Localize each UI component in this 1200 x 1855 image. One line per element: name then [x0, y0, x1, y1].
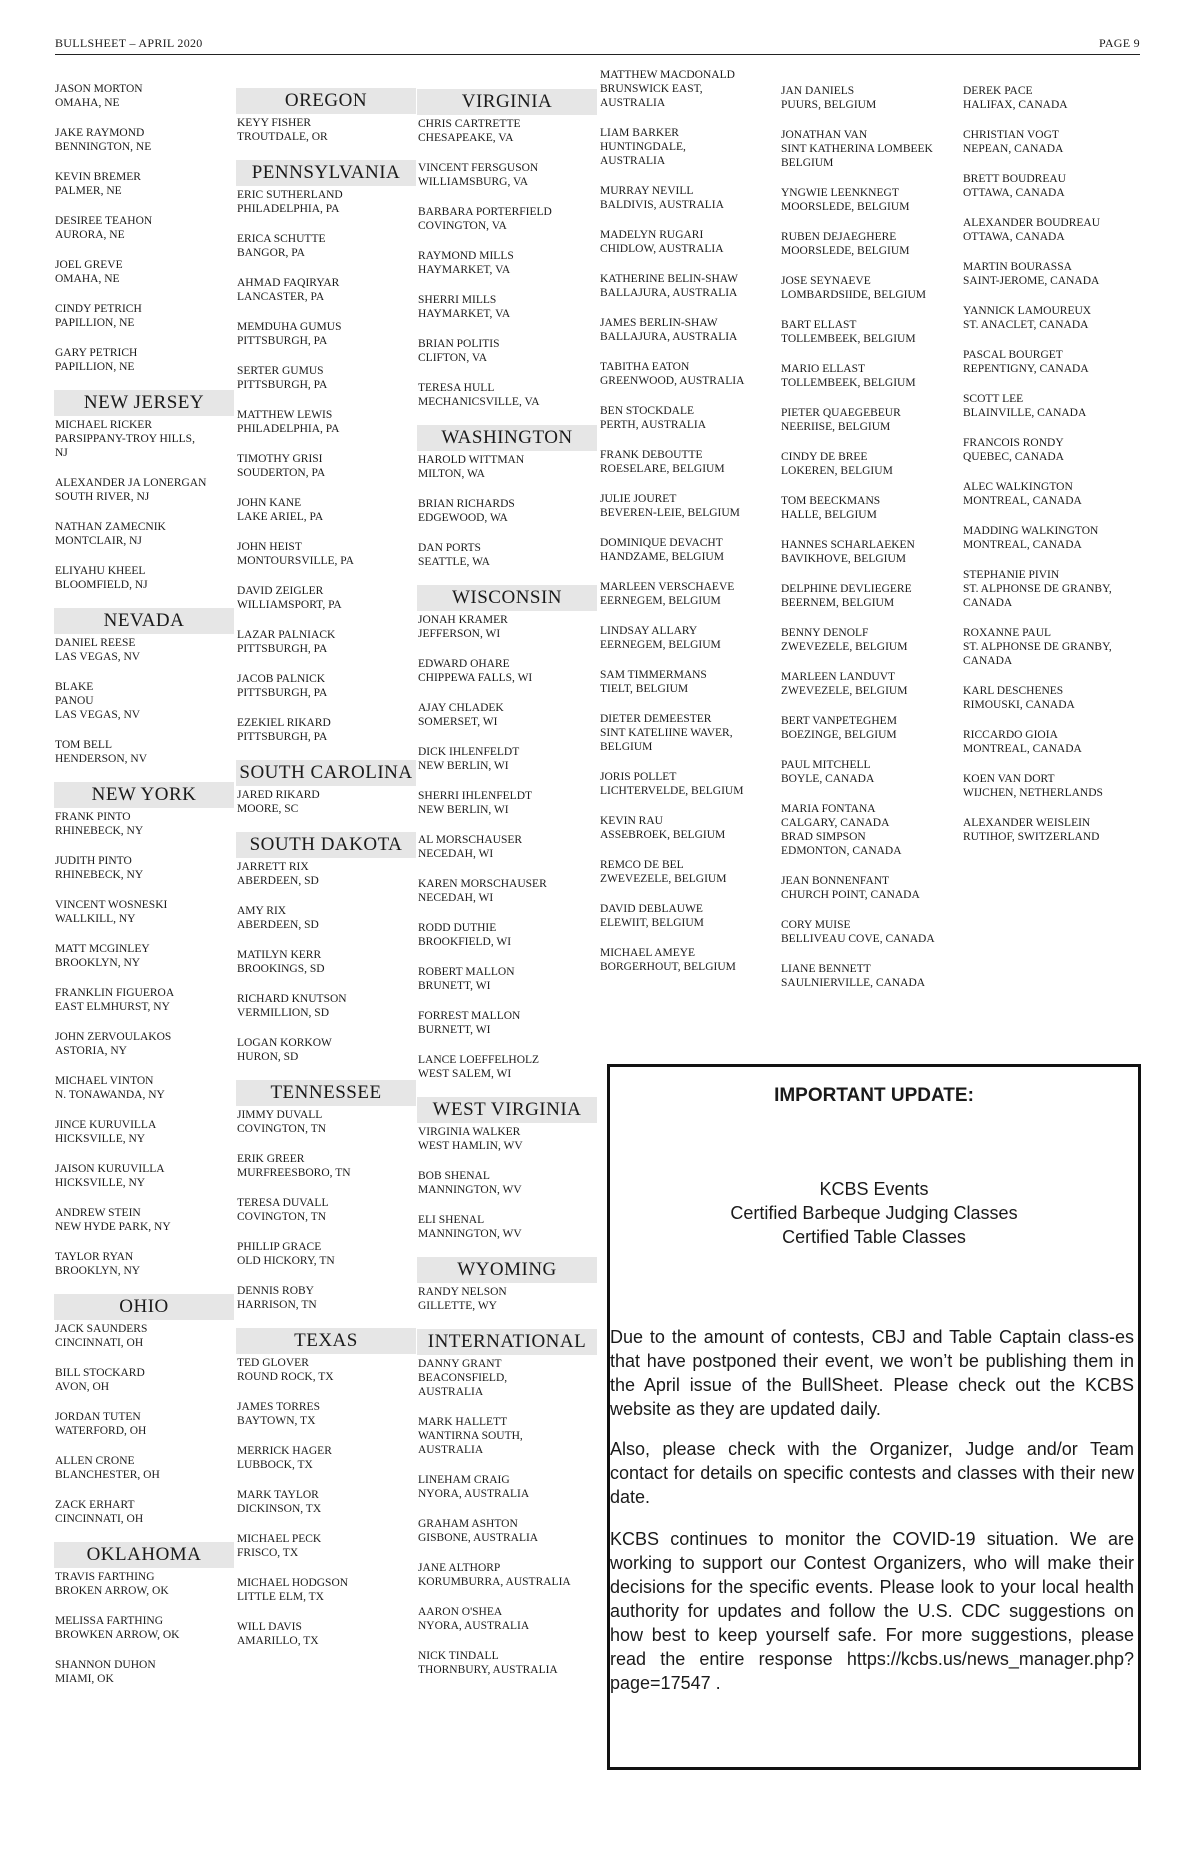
judge-entry: JONATHAN VAN SINT KATHERINA LOMBEEK BELGIUM — [781, 129, 933, 169]
judge-entry: KEVIN BREMER PALMER, NE — [55, 171, 141, 197]
judge-entry: DAVID DEBLAUWE ELEWIIT, BELGIUM — [600, 903, 704, 929]
judge-entry: STEPHANIE PIVIN ST. ALPHONSE DE GRANBY, CANADA — [963, 569, 1112, 609]
judge-entry: ELI SHENAL MANNINGTON, WV — [418, 1214, 522, 1240]
state-heading: SOUTH CAROLINA — [236, 760, 416, 786]
judge-entry: RODD DUTHIE BROOKFIELD, WI — [418, 922, 512, 948]
state-section — [55, 608, 233, 766]
judge-entry: BLAKE PANOU LAS VEGAS, NV — [55, 681, 141, 721]
judge-entry: FRANKLIN FIGUEROA EAST ELMHURST, NY — [55, 987, 175, 1013]
judge-entry: FRANK DEBOUTTE ROESELARE, BELGIUM — [600, 449, 725, 475]
judge-entry: LINDSAY ALLARY EERNEGEM, BELGIUM — [600, 625, 721, 651]
judge-entry: CINDY PETRICH PAPILLION, NE — [55, 303, 142, 329]
judge-entry: JARED RIKARD MOORE, SC — [237, 789, 320, 815]
judge-entry: MICHAEL AMEYE BORGERHOUT, BELGIUM — [600, 947, 736, 973]
judge-entry: BRIAN RICHARDS EDGEWOOD, WA — [418, 498, 515, 524]
judge-entry: PHILLIP GRACE OLD HICKORY, TN — [237, 1241, 335, 1267]
judge-entry: JASON MORTON OMAHA, NE — [55, 83, 143, 109]
judge-entry: JOEL GREVE OMAHA, NE — [55, 259, 123, 285]
judge-entry: ANDREW STEIN NEW HYDE PARK, NY — [55, 1207, 171, 1233]
judge-entry: GRAHAM ASHTON GISBONE, AUSTRALIA — [418, 1518, 539, 1544]
state-section — [781, 84, 959, 990]
judge-entry: MADDING WALKINGTON MONTREAL, CANADA — [963, 525, 1099, 551]
judge-entry: TOM BELL HENDERSON, NV — [55, 739, 147, 765]
column-5 — [781, 84, 959, 1006]
judge-entry: SHERRI IHLENFELDT NEW BERLIN, WI — [418, 790, 533, 816]
judge-entry: BILL STOCKARD AVON, OH — [55, 1367, 145, 1393]
state-section — [600, 68, 778, 974]
judge-entry: JONAH KRAMER JEFFERSON, WI — [418, 614, 508, 640]
state-heading: NEW JERSEY — [54, 390, 234, 416]
judge-entry: MICHAEL RICKER PARSIPPANY-TROY HILLS, NJ — [55, 419, 195, 459]
judge-entry: SHERRI MILLS HAYMARKET, VA — [418, 294, 511, 320]
judge-entry: DESIREE TEAHON AURORA, NE — [55, 215, 153, 241]
state-heading: PENNSYLVANIA — [236, 160, 416, 186]
issue-label: BULLSHEET – APRIL 2020 — [55, 36, 203, 50]
judge-entry: NICK TINDALL THORNBURY, AUSTRALIA — [418, 1650, 558, 1676]
important-update-box — [607, 1064, 1141, 1770]
judge-entry: ELIYAHU KHEEL BLOOMFIELD, NJ — [55, 565, 148, 591]
notice-paragraph: Due to the amount of contests, CBJ and Table Captain class-es that have postponed their event, we won’t be publishing them in the April issue of the BullSheet. Please check out the KCBS website as they are updated daily. — [610, 1327, 1134, 1419]
judge-entry: ERIK GREER MURFREESBORO, TN — [237, 1153, 351, 1179]
state-heading: NEW YORK — [54, 782, 234, 808]
judge-entry: DANNY GRANT BEACONSFIELD, AUSTRALIA — [418, 1358, 508, 1398]
notice-paragraph: KCBS continues to monitor the COVID-19 situation. We are working to support our Contest Organizers, who will make their decisions for the specific events. Please look to your local health authority for updates and follow the U.S. CDC suggestions on how best to keep yourself safe. For more suggestions, please read the entire response https://kcbs.us/news_manager.php?page=17547 . — [610, 1529, 1134, 1693]
judge-entry: MARLEEN LANDUVT ZWEVEZELE, BELGIUM — [781, 671, 908, 697]
judge-entry: BART ELLAST TOLLEMBEEK, BELGIUM — [781, 319, 916, 345]
judge-entry: TERESA HULL MECHANICSVILLE, VA — [418, 382, 540, 408]
page-number: PAGE 9 — [1098, 36, 1140, 50]
judge-entry: PAUL MITCHELL BOYLE, CANADA — [781, 759, 875, 785]
judge-entry: FRANK PINTO RHINEBECK, NY — [55, 811, 144, 837]
judge-entry: AJAY CHLADEK SOMERSET, WI — [418, 702, 504, 728]
judge-entry: FORREST MALLON BURNETT, WI — [418, 1010, 521, 1036]
judge-entry: MARK HALLETT WANTIRNA SOUTH, AUSTRALIA — [418, 1416, 523, 1456]
judge-entry: MARK TAYLOR DICKINSON, TX — [237, 1489, 322, 1515]
judge-entry: LIAM BARKER HUNTINGDALE, AUSTRALIA — [600, 127, 686, 167]
judge-entry: TOM BEECKMANS HALLE, BELGIUM — [781, 495, 881, 521]
judge-entry: TRAVIS FARTHING BROKEN ARROW, OK — [55, 1571, 169, 1597]
judge-entry: YNGWIE LEENKNEGT MOORSLEDE, BELGIUM — [781, 187, 910, 213]
judge-entry: YANNICK LAMOUREUX ST. ANACLET, CANADA — [963, 305, 1092, 331]
judge-entry: JORIS POLLET LICHTERVELDE, BELGIUM — [600, 771, 744, 797]
judge-entry: JINCE KURUVILLA HICKSVILLE, NY — [55, 1119, 157, 1145]
state-heading: TENNESSEE — [236, 1080, 416, 1106]
judge-entry: MERRICK HAGER LUBBOCK, TX — [237, 1445, 332, 1471]
judge-entry: SCOTT LEE BLAINVILLE, CANADA — [963, 393, 1087, 419]
state-section — [237, 1080, 415, 1312]
judge-entry: WILL DAVIS AMARILLO, TX — [237, 1621, 319, 1647]
judge-entry: RANDY NELSON GILLETTE, WY — [418, 1286, 507, 1312]
judge-entry: DANIEL REESE LAS VEGAS, NV — [55, 637, 141, 663]
state-section — [418, 1257, 596, 1313]
judge-entry: VINCENT WOSNESKI WALLKILL, NY — [55, 899, 168, 925]
notice-event-line: Certified Table Classes — [782, 1227, 966, 1247]
state-heading: TEXAS — [236, 1328, 416, 1354]
judge-entry: LAZAR PALNIACK PITTSBURGH, PA — [237, 629, 336, 655]
judge-entry: AARON O'SHEA NYORA, AUSTRALIA — [418, 1606, 530, 1632]
judge-entry: FRANCOIS RONDY QUEBEC, CANADA — [963, 437, 1064, 463]
judge-entry: PASCAL BOURGET REPENTIGNY, CANADA — [963, 349, 1089, 375]
state-section — [55, 82, 233, 374]
judge-entry: MATTHEW LEWIS PHILADELPHIA, PA — [237, 409, 340, 435]
state-section — [237, 832, 415, 1064]
judge-entry: JAN DANIELS PUURS, BELGIUM — [781, 85, 877, 111]
judge-entry: JUDITH PINTO RHINEBECK, NY — [55, 855, 144, 881]
judge-entry: MARIA FONTANA CALGARY, CANADA BRAD SIMPSON EDMONTON, CANADA — [781, 803, 902, 857]
notice-events — [610, 1177, 1138, 1249]
judge-entry: BEN STOCKDALE PERTH, AUSTRALIA — [600, 405, 707, 431]
column-4 — [600, 68, 778, 990]
state-heading: VIRGINIA — [417, 89, 597, 115]
judge-entry: RICHARD KNUTSON VERMILLION, SD — [237, 993, 347, 1019]
judge-entry: AMY RIX ABERDEEN, SD — [237, 905, 319, 931]
state-section — [418, 1097, 596, 1241]
state-section — [237, 160, 415, 744]
judge-entry: VIRGINIA WALKER WEST HAMLIN, WV — [418, 1126, 523, 1152]
judge-entry: KEVIN RAU ASSEBROEK, BELGIUM — [600, 815, 726, 841]
judge-entry: TIMOTHY GRISI SOUDERTON, PA — [237, 453, 326, 479]
state-heading: NEVADA — [54, 608, 234, 634]
judge-entry: RAYMOND MILLS HAYMARKET, VA — [418, 250, 514, 276]
state-section — [55, 1294, 233, 1526]
judge-entry: CORY MUISE BELLIVEAU COVE, CANADA — [781, 919, 935, 945]
state-section — [55, 390, 233, 592]
judge-entry: TAYLOR RYAN BROOKLYN, NY — [55, 1251, 141, 1277]
judge-entry: KOEN VAN DORT WIJCHEN, NETHERLANDS — [963, 773, 1103, 799]
judge-entry: DIETER DEMEESTER SINT KATELIINE WAVER, BELGIUM — [600, 713, 733, 753]
judge-entry: SAM TIMMERMANS TIELT, BELGIUM — [600, 669, 707, 695]
judge-entry: JOSE SEYNAEVE LOMBARDSIIDE, BELGIUM — [781, 275, 927, 301]
state-section — [963, 84, 1141, 844]
judge-entry: ERIC SUTHERLAND PHILADELPHIA, PA — [237, 189, 343, 215]
judge-entry: EZEKIEL RIKARD PITTSBURGH, PA — [237, 717, 331, 743]
judge-entry: ZACK ERHART CINCINNATI, OH — [55, 1499, 144, 1525]
judge-entry: BERT VANPETEGHEM BOEZINGE, BELGIUM — [781, 715, 897, 741]
judge-entry: AL MORSCHAUSER NECEDAH, WI — [418, 834, 523, 860]
judge-entry: MICHAEL VINTON N. TONAWANDA, NY — [55, 1075, 165, 1101]
judge-entry: JAMES TORRES BAYTOWN, TX — [237, 1401, 320, 1427]
judge-entry: MARLEEN VERSCHAEVE EERNEGEM, BELGIUM — [600, 581, 735, 607]
judge-entry: SHANNON DUHON MIAMI, OK — [55, 1659, 156, 1685]
state-heading: WEST VIRGINIA — [417, 1097, 597, 1123]
notice-event-line: KCBS Events — [819, 1179, 929, 1199]
judge-entry: MARIO ELLAST TOLLEMBEEK, BELGIUM — [781, 363, 916, 389]
judge-entry: BOB SHENAL MANNINGTON, WV — [418, 1170, 522, 1196]
judge-entry: JARRETT RIX ABERDEEN, SD — [237, 861, 319, 887]
judge-entry: MATT MCGINLEY BROOKLYN, NY — [55, 943, 150, 969]
judge-entry: MADELYN RUGARI CHIDLOW, AUSTRALIA — [600, 229, 724, 255]
judge-entry: TERESA DUVALL COVINGTON, TN — [237, 1197, 329, 1223]
judge-entry: JIMMY DUVALL COVINGTON, TN — [237, 1109, 327, 1135]
judge-entry: ROBERT MALLON BRUNETT, WI — [418, 966, 515, 992]
judge-entry: DAVID ZEIGLER WILLIAMSPORT, PA — [237, 585, 342, 611]
judge-entry: NATHAN ZAMECNIK MONTCLAIR, NJ — [55, 521, 166, 547]
state-section — [55, 782, 233, 1278]
judge-entry: JORDAN TUTEN WATERFORD, OH — [55, 1411, 147, 1437]
judge-entry: DAN PORTS SEATTLE, WA — [418, 542, 490, 568]
judge-entry: REMCO DE BEL ZWEVEZELE, BELGIUM — [600, 859, 727, 885]
judge-entry: MELISSA FARTHING BROWKEN ARROW, OK — [55, 1615, 180, 1641]
judge-entry: JOHN KANE LAKE ARIEL, PA — [237, 497, 324, 523]
judge-entry: LINEHAM CRAIG NYORA, AUSTRALIA — [418, 1474, 530, 1500]
judge-entry: HAROLD WITTMAN MILTON, WA — [418, 454, 525, 480]
judge-entry: MICHAEL PECK FRISCO, TX — [237, 1533, 322, 1559]
notice-paragraph: Also, please check with the Organizer, Judge and/or Team contact for details on specific contests and classes with their new date. — [610, 1439, 1134, 1507]
judge-entry: JOHN ZERVOULAKOS ASTORIA, NY — [55, 1031, 172, 1057]
judge-entry: KATHERINE BELIN-SHAW BALLAJURA, AUSTRALIA — [600, 273, 739, 299]
state-section — [418, 1329, 596, 1677]
column-2 — [237, 88, 415, 1664]
judge-entry: VINCENT FERSGUSON WILLIAMSBURG, VA — [418, 162, 539, 188]
judge-entry: JACOB PALNICK PITTSBURGH, PA — [237, 673, 328, 699]
judge-entry: MATTHEW MACDONALD BRUNSWICK EAST, AUSTRALIA — [600, 69, 735, 109]
judge-entry: BRIAN POLITIS CLIFTON, VA — [418, 338, 500, 364]
judge-entry: ERICA SCHUTTE BANGOR, PA — [237, 233, 326, 259]
state-section — [237, 88, 415, 144]
judge-entry: JAISON KURUVILLA HICKSVILLE, NY — [55, 1163, 165, 1189]
judge-entry: PIETER QUAEGEBEUR NEERIISE, BELGIUM — [781, 407, 901, 433]
state-section — [237, 760, 415, 816]
state-heading: OHIO — [54, 1294, 234, 1320]
column-1 — [55, 82, 233, 1702]
judge-entry: SERTER GUMUS PITTSBURGH, PA — [237, 365, 328, 391]
column-6 — [963, 84, 1141, 860]
judge-entry: CHRIS CARTRETTE CHESAPEAKE, VA — [418, 118, 521, 144]
judge-entry: LOGAN KORKOW HURON, SD — [237, 1037, 332, 1063]
column-3 — [418, 89, 596, 1693]
state-heading: OREGON — [236, 88, 416, 114]
notice-title: IMPORTANT UPDATE: — [774, 1085, 974, 1106]
judge-entry: CINDY DE BREE LOKEREN, BELGIUM — [781, 451, 893, 477]
state-section — [418, 89, 596, 409]
judge-entry: JOHN HEIST MONTOURSVILLE, PA — [237, 541, 354, 567]
judge-entry: DOMINIQUE DEVACHT HANDZAME, BELGIUM — [600, 537, 724, 563]
judge-entry: TABITHA EATON GREENWOOD, AUSTRALIA — [600, 361, 745, 387]
state-heading: WYOMING — [417, 1257, 597, 1283]
judge-entry: BENNY DENOLF ZWEVEZELE, BELGIUM — [781, 627, 908, 653]
state-heading: OKLAHOMA — [54, 1542, 234, 1568]
judge-entry: GARY PETRICH PAPILLION, NE — [55, 347, 138, 373]
judge-entry: JAKE RAYMOND BENNINGTON, NE — [55, 127, 152, 153]
judge-entry: AHMAD FAQIRYAR LANCASTER, PA — [237, 277, 340, 303]
judge-entry: RUBEN DEJAEGHERE MOORSLEDE, BELGIUM — [781, 231, 910, 257]
judge-entry: KEYY FISHER TROUTDALE, OR — [237, 117, 328, 143]
judge-entry: JANE ALTHORP KORUMBURRA, AUSTRALIA — [418, 1562, 571, 1588]
judge-entry: MEMDUHA GUMUS PITTSBURGH, PA — [237, 321, 342, 347]
state-section — [237, 1328, 415, 1648]
judge-entry: ALEXANDER WEISLEIN RUTIHOF, SWITZERLAND — [963, 817, 1100, 843]
judge-entry: ROXANNE PAUL ST. ALPHONSE DE GRANBY, CANADA — [963, 627, 1112, 667]
judge-entry: MARTIN BOURASSA SAINT-JEROME, CANADA — [963, 261, 1100, 287]
judge-entry: DELPHINE DEVLIEGERE BEERNEM, BELGIUM — [781, 583, 912, 609]
judge-entry: DENNIS ROBY HARRISON, TN — [237, 1285, 317, 1311]
judge-entry: ALEXANDER JA LONERGAN SOUTH RIVER, NJ — [55, 477, 207, 503]
judge-entry: BRETT BOUDREAU OTTAWA, CANADA — [963, 173, 1066, 199]
judge-entry: ALEXANDER BOUDREAU OTTAWA, CANADA — [963, 217, 1101, 243]
judge-entry: RICCARDO GIOIA MONTREAL, CANADA — [963, 729, 1082, 755]
judge-entry: KARL DESCHENES RIMOUSKI, CANADA — [963, 685, 1075, 711]
judge-entry: TED GLOVER ROUND ROCK, TX — [237, 1357, 334, 1383]
judge-entry: EDWARD OHARE CHIPPEWA FALLS, WI — [418, 658, 533, 684]
state-section — [55, 1542, 233, 1686]
judge-entry: DICK IHLENFELDT NEW BERLIN, WI — [418, 746, 520, 772]
judge-entry: JACK SAUNDERS CINCINNATI, OH — [55, 1323, 148, 1349]
judge-entry: MURRAY NEVILL BALDIVIS, AUSTRALIA — [600, 185, 724, 211]
judge-entry: JULIE JOURET BEVEREN-LEIE, BELGIUM — [600, 493, 740, 519]
state-heading: SOUTH DAKOTA — [236, 832, 416, 858]
judge-entry: ALEC WALKINGTON MONTREAL, CANADA — [963, 481, 1082, 507]
state-section — [418, 425, 596, 569]
state-heading: WASHINGTON — [417, 425, 597, 451]
judge-entry: MATILYN KERR BROOKINGS, SD — [237, 949, 325, 975]
state-section — [418, 585, 596, 1081]
state-heading: WISCONSIN — [417, 585, 597, 611]
page-header — [55, 36, 1140, 55]
state-heading: INTERNATIONAL — [417, 1329, 597, 1355]
judge-entry: CHRISTIAN VOGT NEPEAN, CANADA — [963, 129, 1064, 155]
judge-entry: LIANE BENNETT SAULNIERVILLE, CANADA — [781, 963, 926, 989]
judge-entry: MICHAEL HODGSON LITTLE ELM, TX — [237, 1577, 349, 1603]
judge-entry: KAREN MORSCHAUSER NECEDAH, WI — [418, 878, 547, 904]
judge-entry: ALLEN CRONE BLANCHESTER, OH — [55, 1455, 160, 1481]
judge-entry: LANCE LOEFFELHOLZ WEST SALEM, WI — [418, 1054, 540, 1080]
judge-entry: JEAN BONNENFANT CHURCH POINT, CANADA — [781, 875, 920, 901]
judge-entry: DEREK PACE HALIFAX, CANADA — [963, 85, 1068, 111]
judge-entry: JAMES BERLIN-SHAW BALLAJURA, AUSTRALIA — [600, 317, 738, 343]
judge-entry: BARBARA PORTERFIELD COVINGTON, VA — [418, 206, 552, 232]
judge-entry: HANNES SCHARLAEKEN BAVIKHOVE, BELGIUM — [781, 539, 915, 565]
notice-event-line: Certified Barbeque Judging Classes — [730, 1203, 1018, 1223]
